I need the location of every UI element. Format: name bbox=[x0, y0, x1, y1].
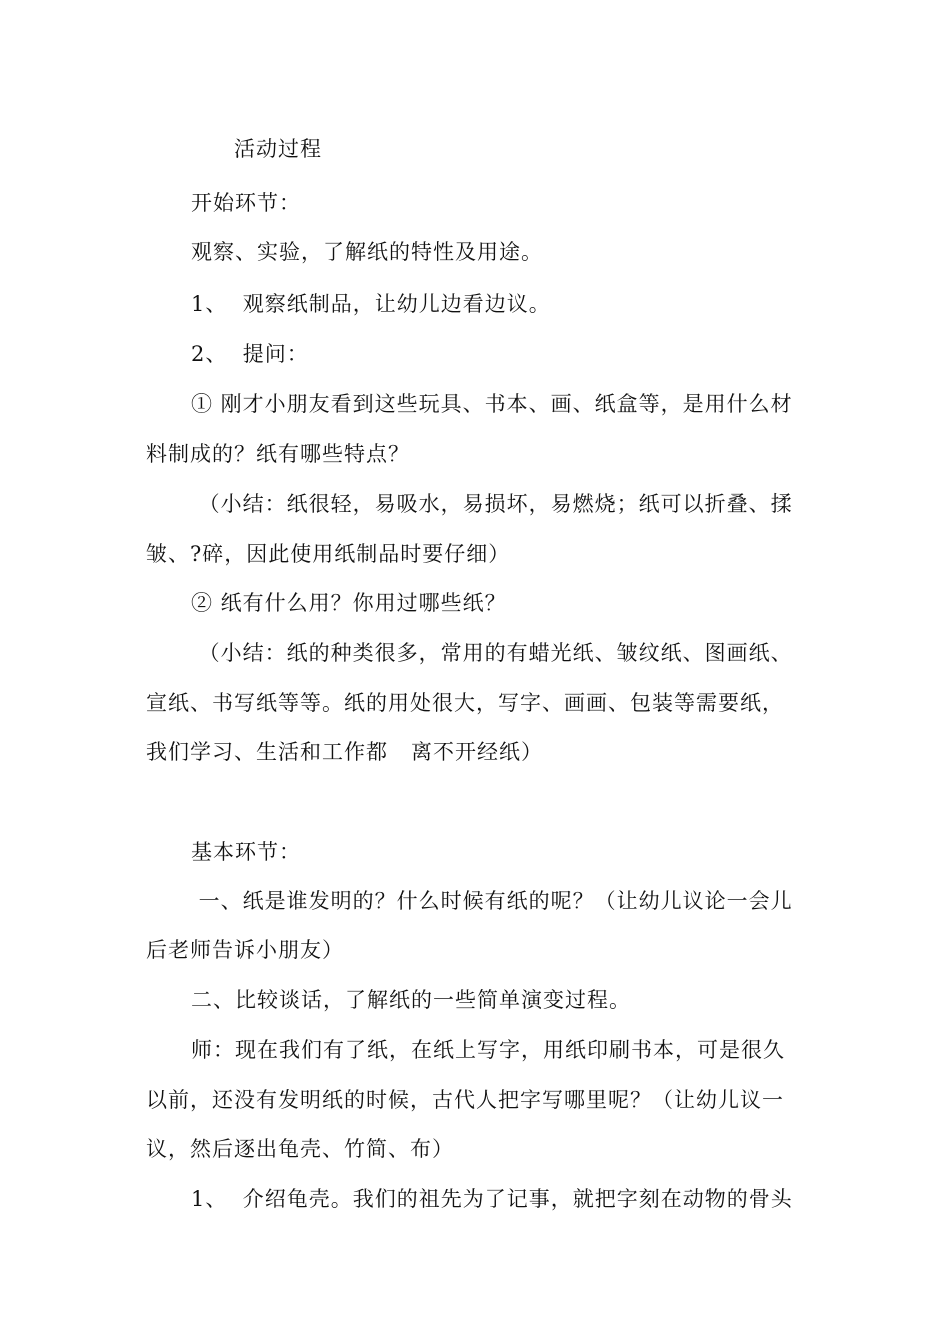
teacher-line-1: 师：现在我们有了纸，在纸上写字，用纸印刷书本，可是很久 bbox=[191, 1038, 785, 1062]
paragraph-observe: 观察、实验，了解纸的特性及用途。 bbox=[191, 240, 543, 264]
question-1-line-1: ① 刚才小朋友看到这些玩具、书本、画、纸盒等，是用什么材 bbox=[191, 392, 793, 416]
list-item-1: 1、 观察纸制品，让幼儿边看边议。 bbox=[191, 292, 551, 316]
heading-basic: 基本环节： bbox=[191, 840, 301, 864]
list-item-turtle-shell: 1、 介绍龟壳。我们的祖先为了记事，就把字刻在动物的骨头 bbox=[191, 1187, 793, 1211]
section-title-activity-process: 活动过程 bbox=[234, 137, 322, 161]
section-1-line-1: 一、纸是谁发明的？什么时候有纸的呢？（让幼儿议论一会儿 bbox=[191, 889, 793, 913]
question-2: ② 纸有什么用？你用过哪些纸？ bbox=[191, 591, 507, 615]
heading-opening: 开始环节： bbox=[191, 191, 301, 215]
question-1-line-2: 料制成的？纸有哪些特点？ bbox=[146, 442, 410, 466]
summary-2-line-3: 我们学习、生活和工作都 离不开经纸） bbox=[146, 740, 544, 764]
summary-2-line-2: 宣纸、书写纸等等。纸的用处很大，写字、画画、包装等需要纸， bbox=[146, 691, 784, 715]
teacher-line-3: 议，然后逐出龟壳、竹简、布） bbox=[146, 1137, 454, 1161]
summary-2-line-1: （小结：纸的种类很多，常用的有蜡光纸、皱纹纸、图画纸、 bbox=[191, 641, 793, 665]
section-2: 二、比较谈话，了解纸的一些简单演变过程。 bbox=[191, 988, 631, 1012]
teacher-line-2: 以前，还没有发明纸的时候，古代人把字写哪里呢？（让幼儿议一 bbox=[146, 1088, 784, 1112]
summary-1-line-2: 皱、?碎，因此使用纸制品时要仔细） bbox=[146, 542, 511, 566]
list-item-2: 2、 提问： bbox=[191, 342, 309, 366]
section-1-line-2: 后老师告诉小朋友） bbox=[146, 938, 344, 962]
summary-1-line-1: （小结：纸很轻，易吸水，易损坏，易燃烧；纸可以折叠、揉 bbox=[191, 492, 793, 516]
